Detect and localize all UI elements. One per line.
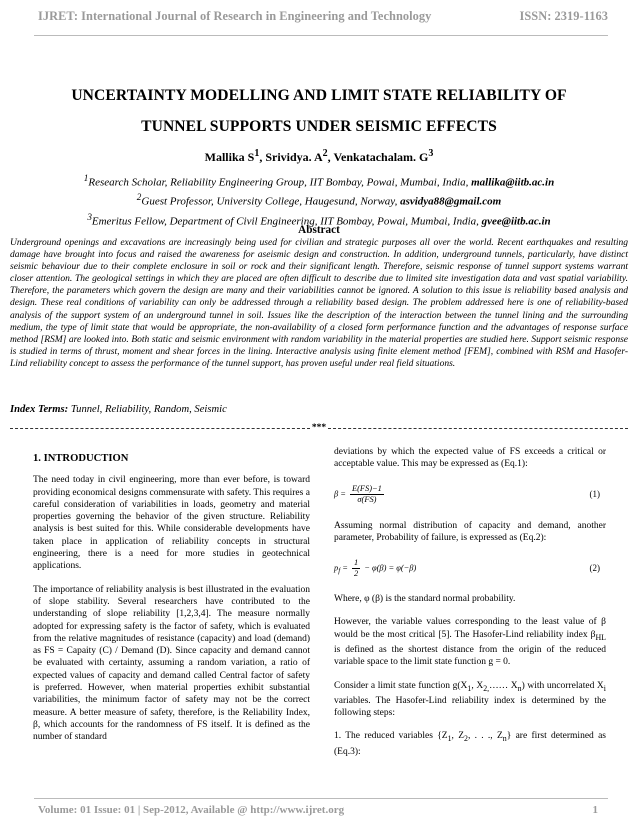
index-terms [10, 404, 227, 415]
right-paragraph-2: Assuming normal distribution of capacity and demand, another parameter, Probability of failure, is expressed as (Eq.2): [334, 520, 606, 543]
equation-2-rhs: − φ(β) = φ(−β) [364, 563, 417, 573]
equation-2-numerator: 1 [353, 557, 359, 567]
author-list: Mallika $S^1$, Srividya. $A^2$, Venkatachalam. $G^3$ [204, 148, 434, 164]
author-1: Mallika S [204, 150, 255, 164]
equation-2-number: (2) [589, 563, 600, 574]
author-1-sup: 1 [254, 148, 260, 159]
equation-2-fraction [352, 558, 360, 579]
index-terms-label: Index Terms: [10, 404, 69, 415]
p5-d: ) with uncorrelated X [521, 680, 604, 691]
right-paragraph-1: deviations by which the expected value of FS exceeds a critical or acceptable value. This may be expressed as (Eq.1): [334, 447, 606, 470]
equation-1-number: (1) [589, 489, 600, 500]
right-paragraph-4 [334, 616, 606, 668]
affiliation-2-text: Guest Professor, University College, Haugesund, Norway, [141, 196, 401, 209]
right-column [334, 446, 606, 769]
affiliation-3-text: Emeritus Fellow, Department of Civil Engineering, IIT Bombay, Powai, Mumbai, India, [91, 215, 482, 228]
abstract-body: Underground openings and excavations are increasingly being used for civilian and strategic purposes all over the world. Recent earthquakes and resulting damage have brought into focus and raised the awareness for aseismic design and construction. In addition, underground tunnels, particularly, have distinct seismic behaviour due to their complete enclosure in soil or rock and their significant length. Therefore, seismic response of tunnel support systems warrant closer attention. The geological settings in which they are placed are often difficult to describe due to limited site investigation data and vast spatial variability. Therefore, the parameters which govern the design are many and their variabilities cannot be ignored. A solution to this issue is reliability based analysis and design. These real conditions of variability can only be addressed through a reliability based design. The problem addressed here is one of reliability-based analysis of the support system of an underground tunnel in soil. Issues like the description of the interaction between the tunnel lining and the surrounding medium, the type of limit state that would be appropriate, the non-availability of a closed form performance function and the advantages of response surface method [RSM] are looked into. Both static and seismic environment with random variability in the material properties are studied here. Support seismic response is studied in terms of thrust, moment and shear forces in the lining. Interactive analysis using finite element method [FEM], combined with RSM and Hasofer-Lind reliability concept to assess the performance of the tunnel support, has proven useful under real field situations. [10, 238, 628, 369]
equation-2 [334, 555, 606, 581]
p5-b: , X [471, 680, 484, 691]
equation-2-subscript: f [338, 566, 341, 575]
affiliation-3-sup: 3 [87, 211, 92, 222]
separator-dash-left [10, 428, 310, 429]
right-paragraph-4-tail: is defined as the shortest distance from the origin of the reduced variable space to the limit state function g = 0. [334, 644, 606, 668]
page-number: 1 [592, 804, 598, 816]
affiliation-1 [0, 171, 638, 190]
p5-a: Consider a limit state function g(X [334, 680, 468, 691]
abstract-heading: Abstract [298, 224, 340, 236]
p6-sub-2: 2 [464, 734, 468, 744]
footer-rule [34, 798, 608, 799]
separator-dash-right [328, 428, 628, 429]
p5-sub-i: i [603, 683, 606, 693]
affiliation-3-email: gvee@iitb.ac.in [481, 215, 551, 228]
intro-paragraph-1: The need today in civil engineering, more than ever before, is toward providing economical designs commensurate with safety. This requires a careful consideration of variabilities in loads, geometry and material properties governing the behavior of the given structure. Reliability analysis is best suited for this. While considerable developments have taken place in application of reliability concepts in structural engineering, there is a need for more studies in geotechnical applications. [33, 475, 310, 572]
affiliation-2-email: asvidya88@gmail.com [400, 196, 502, 209]
index-terms-text: Tunnel, Reliability, Random, Seismic [68, 404, 227, 415]
section-separator [10, 422, 628, 434]
p5-c: …… X [489, 680, 518, 691]
affiliation-1-sup: 1 [83, 173, 89, 183]
header-rule [34, 35, 608, 36]
p6-sub-n: n [502, 734, 507, 744]
affiliation-1-email: mallika@iitb.ac.in [471, 176, 555, 189]
equation-2-lhs: p [334, 563, 339, 573]
p6-b: , Z [451, 731, 464, 742]
right-paragraph-5 [334, 680, 606, 720]
affiliation-2-sup: 2 [136, 192, 142, 203]
p6-sub-1: 1 [447, 734, 452, 744]
p6-c: , . . ., Z [467, 731, 503, 742]
author-3: Venkatachalam. G [333, 150, 429, 164]
affiliations [0, 171, 638, 229]
p5-sub-2: 2, [483, 683, 490, 693]
intro-paragraph-2: The importance of reliability analysis is best illustrated in the evaluation of slope stability. Several researchers have contributed to the understanding of slope reliability [1,2,3,4]. The measure normally adopted for expressing safety is the factor of safety, which is evaluated from the relative magnitudes of resistance (capacity) and load (demand) as FS = Capaity (C) / Demand (D). Since capacity and demand cannot be evaluated with certainty, assuming a random variation, a ratio of expected values of capacity and demand called Central factor of safety is preferred. However, when material properties exhibit substantial variabilities, the minimum factor of safety may not be the correct measure. A better measure of safety, therefore, is the Reliability Index, β, which accounts for the randomness of FS itself. It is defined as the number of standard [33, 584, 310, 743]
equation-1-fraction [350, 484, 384, 505]
equation-1-lhs: β = [334, 489, 346, 499]
right-paragraph-6 [334, 730, 606, 757]
right-paragraph-4-text: However, the variable values corresponding to the least value of β would be the most critical [5]. The Hasofer-Lind reliability index β [334, 617, 606, 640]
p5-sub-1: 1 [467, 683, 472, 693]
running-footer [38, 804, 598, 816]
equation-2-expression [334, 558, 416, 579]
p5-e: variables. The Hasofer-Lind reliability index is determined by the following steps: [334, 695, 606, 719]
left-column [33, 446, 310, 755]
p5-sub-n: n [517, 683, 522, 693]
equation-1-denominator: σ(FS) [357, 495, 377, 505]
title-line-2: TUNNEL SUPPORTS UNDER SEISMIC EFFECTS [141, 118, 497, 135]
equation-1 [334, 482, 606, 508]
affiliation-1-text: Research Scholar, Reliability Engineering Group, IIT Bombay, Powai, Mumbai, India, [88, 176, 472, 189]
paper-title [10, 80, 628, 142]
right-paragraph-4-sub: HL [595, 632, 606, 642]
section-heading-introduction: 1. INTRODUCTION [33, 453, 129, 464]
issn: ISSN: 2319-1163 [519, 9, 608, 23]
footer-volume-info: Volume: 01 Issue: 01 | Sep-2012, Available @ http://www.ijret.org [38, 804, 345, 816]
p6-d: } are first determined as (Eq.3): [334, 731, 606, 757]
equation-2-equals: = [340, 563, 348, 573]
title-line-1: UNCERTAINTY MODELLING AND LIMIT STATE RELIABILITY OF [71, 87, 567, 104]
affiliation-2 [0, 190, 638, 209]
equation-2-denominator: 2 [353, 568, 359, 578]
right-paragraph-3: Where, φ (β) is the standard normal probability. [334, 594, 516, 605]
author-3-sup: 3 [428, 148, 434, 159]
equation-1-expression [334, 484, 386, 505]
author-2-sup: 2 [322, 148, 328, 159]
journal-name: IJRET: International Journal of Research in Engineering and Technology [38, 9, 432, 23]
separator-stars: *** [311, 423, 327, 433]
p6-a: 1. The reduced variables {Z [334, 731, 448, 742]
equation-1-numerator: E(FS)−1 [352, 484, 382, 494]
author-2: Srividya. A [265, 150, 323, 164]
